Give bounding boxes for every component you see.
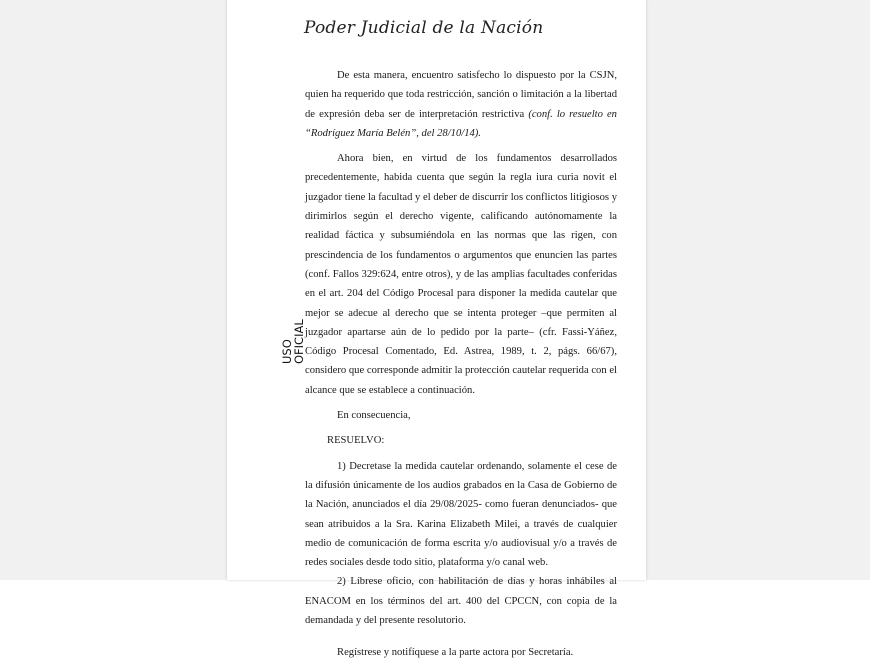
viewer-background-left (0, 0, 227, 580)
closing-line: Regístrese y notifíquese a la parte actora por Secretaría. (337, 647, 574, 659)
resolution-item-2: 2) Líbrese oficio, con habilitación de días y horas inhábiles al ENACOM en los términos del art. 400 del CPCCN, con copia de la demandada y del presente resolutorio. (305, 576, 617, 627)
side-stamp-line-2: OFICIAL (292, 319, 306, 364)
paragraph-1-citation: (conf. lo resuelto en “Rodríguez María Belén”, del 28/10/14). (305, 108, 617, 139)
document-page (227, 0, 646, 659)
page-header: Poder Judicial de la Nación (304, 18, 544, 38)
side-stamp-line-1: USO (280, 339, 294, 364)
paragraph-3: En consecuencia, (337, 410, 411, 422)
viewer-background-right (646, 0, 870, 580)
paragraph-2: Ahora bien, en virtud de los fundamentos desarrollados precedentemente, habida cuenta que según la regla iura curia novit el juzgador tiene la facultad y el deber de discurrir los conflictos litigiosos y dirimirlos según el derecho vigente, calificando autónomamente la realidad fáctica y subsumiéndola en las normas que las rigen, con prescindencia de los fundamentos o argumentos que enuncien las partes (conf. Fallos 329:624, entre otros), y de las amplias facultades conferidas en el art. 204 del Código Procesal para disponer la medida cautelar que mejor se adecue al derecho que se intenta proteger –que permiten al juzgador apartarse aún de lo pedido por la parte– (cfr. Fassi-Yáñez, Código Procesal Comentado, Ed. Astrea, 1989, t. 2, págs. 66/67), considero que corresponde admitir la protección cautelar requerida con el alcance que se establece a continuación. (305, 153, 617, 396)
document-body (305, 66, 617, 663)
resolution-heading: RESUELVO: (327, 435, 385, 447)
paragraph-1 (305, 66, 617, 143)
resolution-item-1: 1) Decretase la medida cautelar ordenando, solamente el cese de la difusión únicamente de los audios grabados en la Casa de Gobierno de la Nación, anunciados el día 29/08/2025- como fueran denunciados- que sean atribuidos a la Sra. Karina Elizabeth Milei, a través de cualquier medio de comunicación de forma escrita y/o audiovisual y/o a través de redes sociales desde todo sitio, plataforma y/o canal web. (305, 460, 617, 569)
paragraph-1-text: De esta manera, encuentro satisfecho lo dispuesto por la CSJN, quien ha requerido que toda restricción, sanción o limitación a la libertad de expresión deba ser de interpretación restrictiva (305, 70, 617, 120)
